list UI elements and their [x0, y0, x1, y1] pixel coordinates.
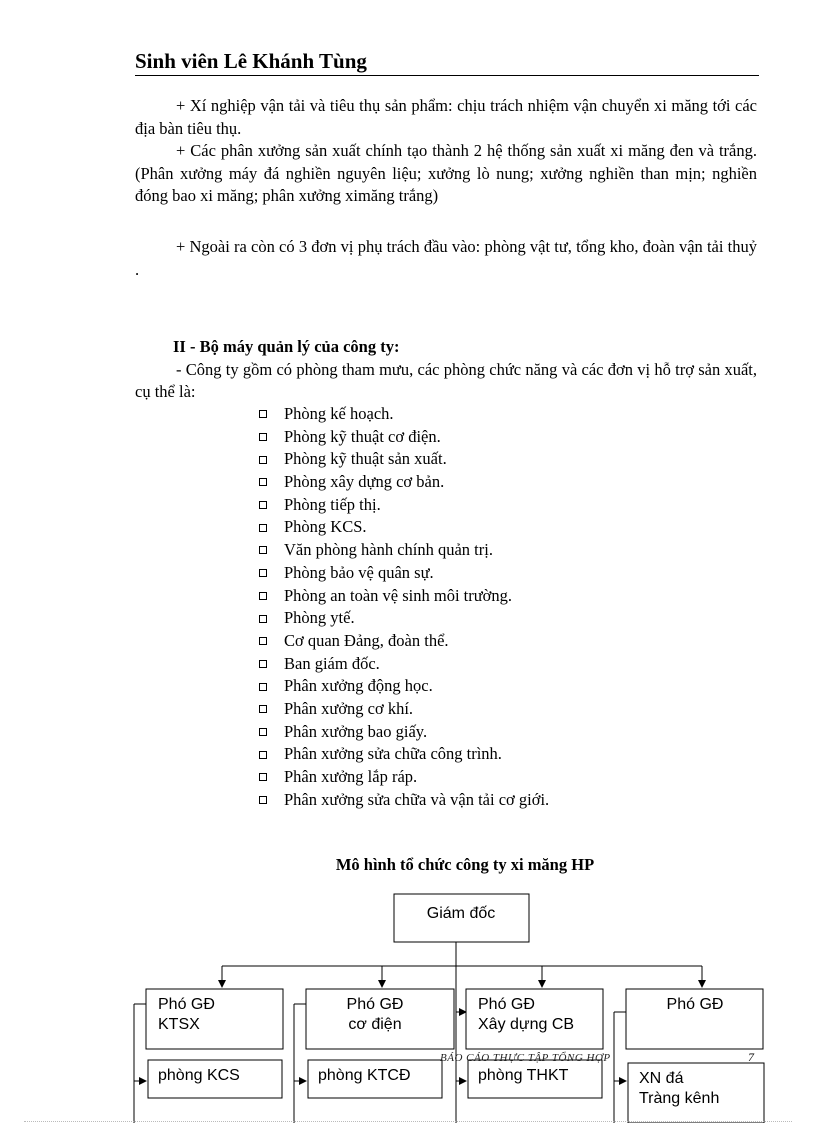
footer-report-note: BÁO CÁO THỰC TẬP TỔNG HỢP	[440, 1052, 611, 1064]
department-list-item-text: Phân xưởng bao giấy.	[284, 721, 428, 741]
department-list-item-text: Phòng an toàn vệ sinh môi trường.	[284, 585, 513, 605]
department-node-1	[148, 1060, 282, 1098]
director-label: Giám đốc	[426, 905, 496, 922]
department-node-4	[628, 1063, 764, 1123]
department-list-item-text: Phân xưởng động học.	[284, 676, 433, 696]
org-chart-title: Mô hình tổ chức công ty xi măng HP	[335, 855, 595, 874]
deputy-node-1	[146, 989, 283, 1049]
deputy-node-2-line2: cơ điện	[348, 1016, 402, 1033]
department-node-4-line1: XN đá	[639, 1070, 684, 1087]
department-node-1-line1: phòng KCS	[158, 1067, 240, 1084]
deputy-node-4	[626, 989, 763, 1049]
department-list-item-text: Phân xưởng sửa chữa và vận tải cơ giới.	[284, 789, 550, 809]
department-list-item-text: Phòng bảo vệ quân sự.	[284, 562, 434, 582]
section-title: II - Bộ máy quản lý của công ty:	[173, 337, 400, 356]
department-node-3	[468, 1060, 602, 1098]
deputy-node-3-line2: Xây dựng CB	[478, 1016, 575, 1033]
section-intro-text: - Công ty gồm có phòng tham mưu, các phòng chức năng và các đơn vị hỗ trợ sản xuất, cụ thể là:	[135, 360, 757, 401]
deputy-node-2	[306, 989, 454, 1049]
department-list-item-text: Phân xưởng cơ khí.	[284, 698, 414, 718]
deputy-row	[146, 989, 763, 1049]
department-list-item-text: Phòng kế hoạch.	[284, 404, 394, 423]
department-list-item-text: Phân xưởng sửa chữa công trình.	[284, 744, 502, 764]
department-list-item-text: Phòng tiếp thị.	[284, 494, 381, 514]
paragraph-input-units-text: + Ngoài ra còn có 3 đơn vị phụ trách đầu vào: phòng vật tư, tổng kho, đoàn vận tải thuỷ .	[135, 237, 757, 279]
department-node-4-line2: Tràng kênh	[639, 1090, 720, 1107]
director-node	[394, 894, 529, 942]
deputy-node-2-line1: Phó GĐ	[346, 996, 404, 1013]
deputy-node-3-line1: Phó GĐ	[478, 996, 535, 1013]
department-list-item-text: Phòng KCS.	[284, 517, 367, 537]
department-node-2-line1: phòng KTCĐ	[318, 1067, 411, 1084]
department-list-item-text: Ban giám đốc.	[284, 653, 380, 673]
department-list-item-text: Phòng kỹ thuật cơ điện.	[284, 426, 441, 446]
paragraph-production-text: + Các phân xưởng sản xuất chính tạo thành 2 hệ thống sản xuất xi măng đen và trắng. (Phân xưởng máy đá nghiền nguyên liệu; xưởng lò nung; xưởng nghiền than mịn; nghiền đóng bao xi măng; phân xưởng ximăng trắng)	[135, 141, 757, 205]
page-bottom-border	[24, 1121, 792, 1122]
department-list-item-text: Phòng ytế.	[284, 608, 355, 628]
department-list-item-text: Phân xưởng lắp ráp.	[284, 767, 418, 786]
department-list-item-text: Phòng kỹ thuật sản xuất.	[284, 449, 447, 469]
deputy-node-4-line1: Phó GĐ	[666, 996, 724, 1013]
department-list-item-text: Văn phòng hành chính quản trị.	[284, 540, 493, 560]
department-node-3-line1: phòng THKT	[478, 1067, 569, 1084]
paragraph-transport-text: + Xí nghiệp vận tải và tiêu thụ sản phẩm: chịu trách nhiệm vận chuyển xi măng tới các địa bàn tiêu thụ.	[135, 96, 757, 138]
department-list-item-text: Phòng xây dựng cơ bản.	[284, 472, 445, 492]
footer-page-number: 7	[748, 1050, 754, 1064]
department-node-2	[308, 1060, 442, 1098]
deputy-node-3	[466, 989, 603, 1049]
department-list-item-text: Cơ quan Đảng, đoàn thể.	[284, 630, 449, 650]
deputy-node-1-line2: KTSX	[158, 1016, 200, 1033]
deputy-node-1-line1: Phó GĐ	[158, 996, 215, 1013]
page-header-author: Sinh viên Lê Khánh Tùng	[135, 49, 367, 73]
